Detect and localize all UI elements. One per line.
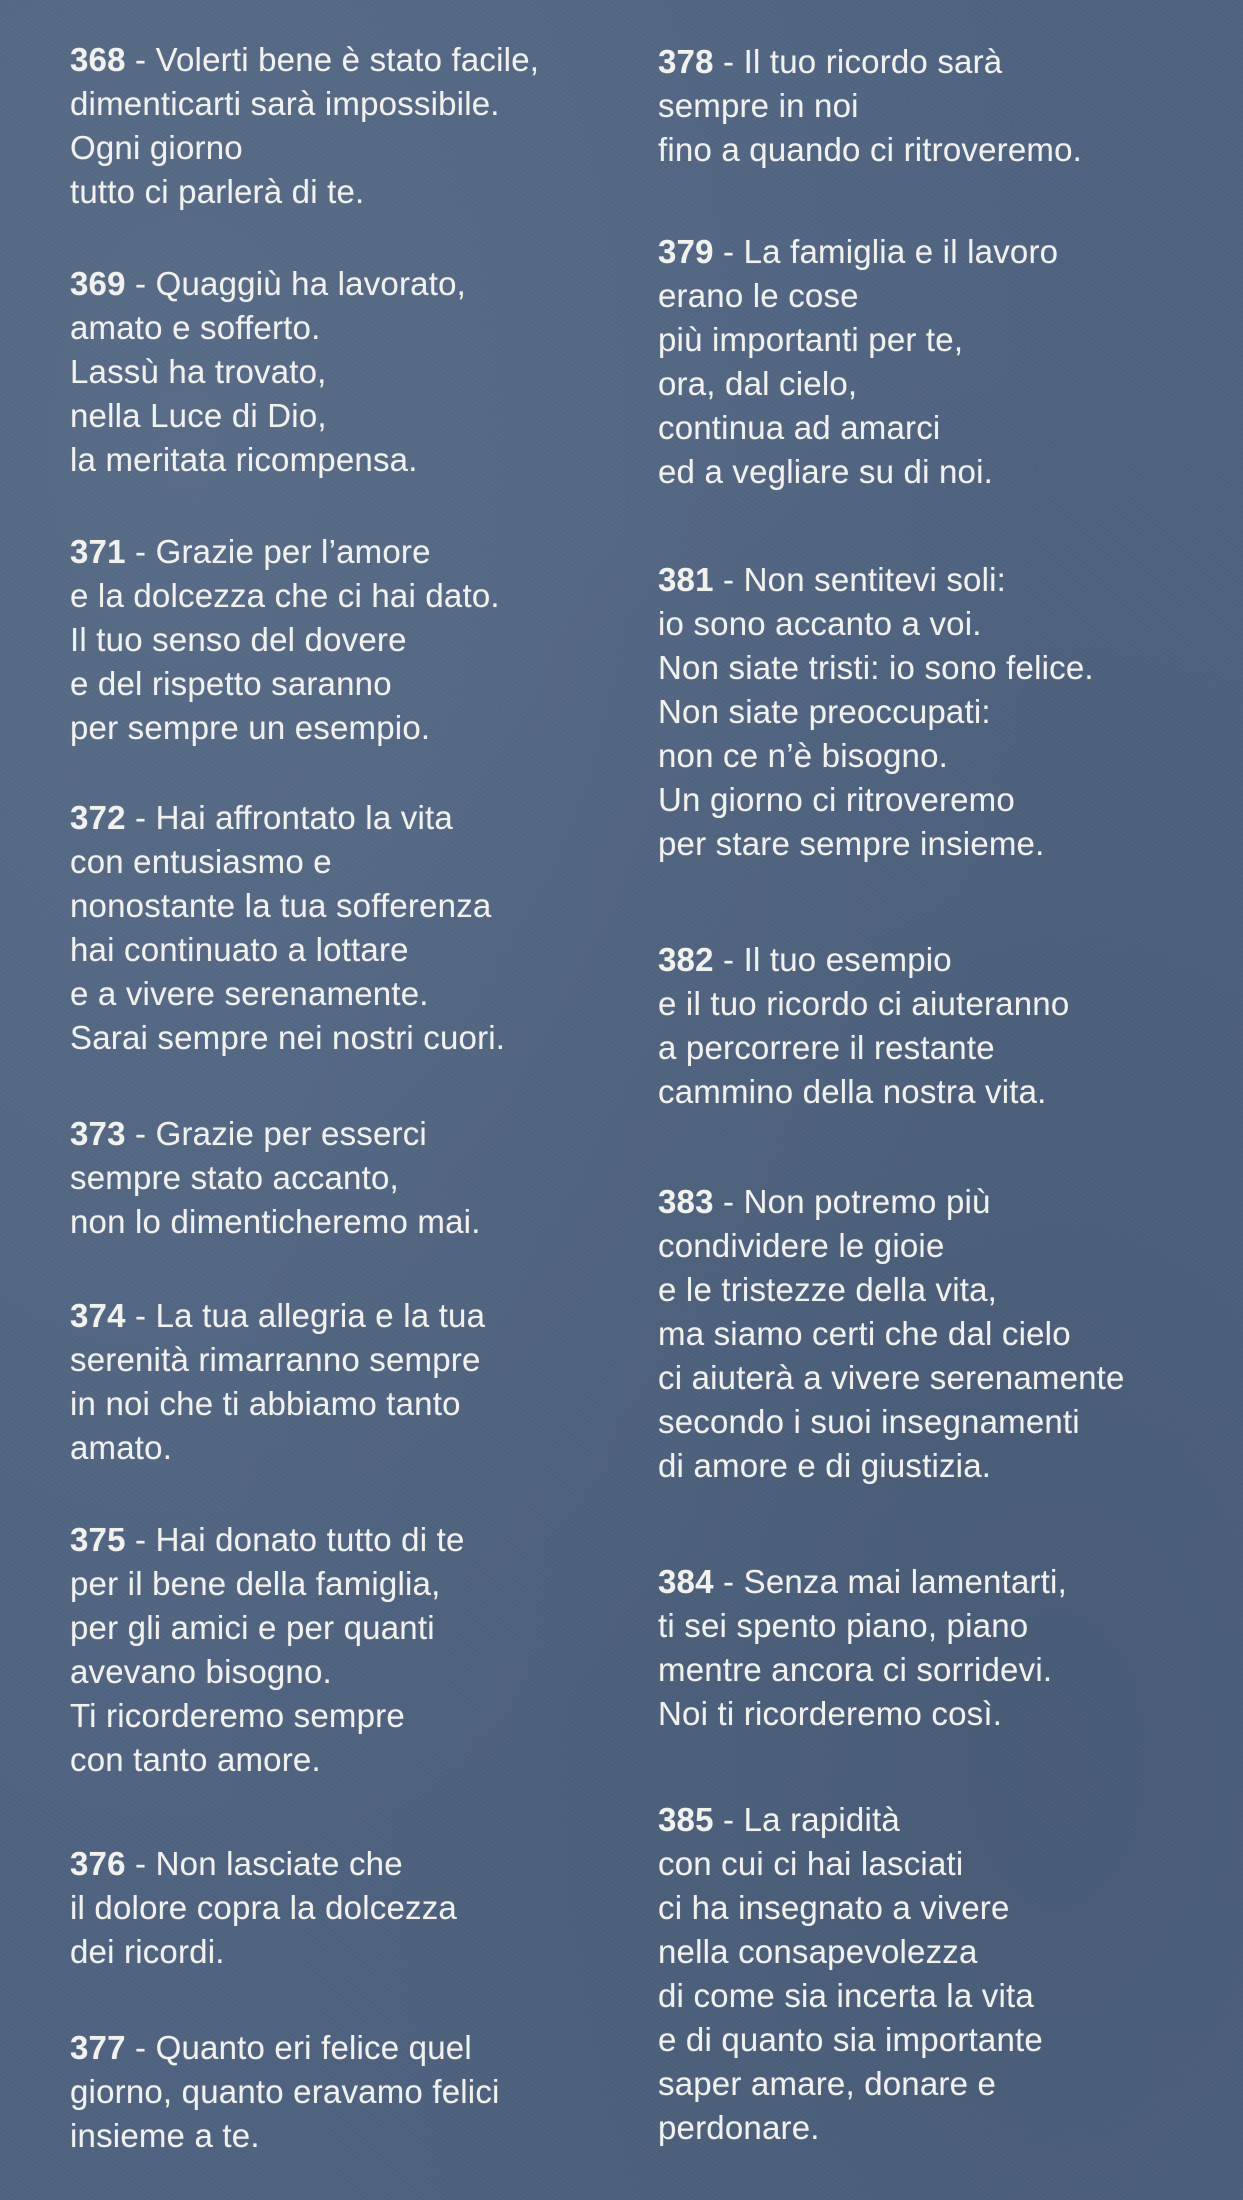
- verse-line: insieme a te.: [70, 2117, 260, 2154]
- verse-line: io sono accanto a voi.: [658, 605, 982, 642]
- verse-line-first: [658, 1560, 1238, 1604]
- verse-371: [70, 530, 650, 750]
- verse-line: non ce n’è bisogno.: [658, 737, 949, 774]
- verse-line: per stare sempre insieme.: [658, 825, 1045, 862]
- verse-line-text: La rapidità: [743, 1801, 900, 1838]
- verse-line: Non siate tristi: io sono felice.: [658, 649, 1094, 686]
- verse-number: 376: [70, 1845, 126, 1882]
- verse-line: Noi ti ricorderemo così.: [658, 1695, 1003, 1732]
- verse-number: 383: [658, 1183, 714, 1220]
- verse-line: ed a vegliare su di noi.: [658, 453, 994, 490]
- verse-separator: -: [125, 1845, 156, 1882]
- verse-number: 374: [70, 1297, 126, 1334]
- verse-separator: -: [713, 561, 744, 598]
- verse-line-first: [658, 938, 1238, 982]
- verse-separator: -: [713, 941, 744, 978]
- verse-separator: -: [713, 233, 744, 270]
- verse-number: 377: [70, 2029, 126, 2066]
- verse-line: per gli amici e per quanti: [70, 1609, 435, 1646]
- verse-378: [658, 40, 1238, 172]
- verse-number: 375: [70, 1521, 126, 1558]
- verse-separator: -: [125, 265, 156, 302]
- verse-line-text: Non lasciate che: [155, 1845, 403, 1882]
- verse-separator: -: [713, 1801, 744, 1838]
- verse-line-first: [70, 796, 650, 840]
- verse-line: sempre in noi: [658, 87, 859, 124]
- verse-line: perdonare.: [658, 2109, 820, 2146]
- verse-line-first: [658, 1798, 1238, 1842]
- verse-line-text: Quaggiù ha lavorato,: [155, 265, 466, 302]
- verse-line: Un giorno ci ritroveremo: [658, 781, 1015, 818]
- verse-line-first: [70, 1518, 650, 1562]
- verse-line: la meritata ricompensa.: [70, 441, 418, 478]
- verse-line: ora, dal cielo,: [658, 365, 858, 402]
- verse-separator: -: [125, 41, 156, 78]
- verse-number: 371: [70, 533, 126, 570]
- verse-376: [70, 1842, 650, 1974]
- verse-line-first: [658, 230, 1238, 274]
- verse-line: non lo dimenticheremo mai.: [70, 1203, 481, 1240]
- verse-separator: -: [125, 533, 156, 570]
- verse-line: con cui ci hai lasciati: [658, 1845, 964, 1882]
- verse-line: per il bene della famiglia,: [70, 1565, 441, 1602]
- verse-line: dei ricordi.: [70, 1933, 225, 1970]
- verse-separator: -: [125, 1115, 156, 1152]
- verse-separator: -: [713, 1183, 744, 1220]
- verse-line: Non siate preoccupati:: [658, 693, 991, 730]
- verse-line: e a vivere serenamente.: [70, 975, 429, 1012]
- verse-line-first: [658, 1180, 1238, 1224]
- verse-line: serenità rimarranno sempre: [70, 1341, 481, 1378]
- verse-line: giorno, quanto eravamo felici: [70, 2073, 500, 2110]
- verse-separator: -: [125, 1521, 156, 1558]
- verse-373: [70, 1112, 650, 1244]
- verse-line: erano le cose: [658, 277, 859, 314]
- verse-line-text: La famiglia e il lavoro: [743, 233, 1059, 270]
- verse-385: [658, 1798, 1238, 2150]
- verse-line: di amore e di giustizia.: [658, 1447, 992, 1484]
- verse-line: continua ad amarci: [658, 409, 941, 446]
- verse-line: nella consapevolezza: [658, 1933, 978, 1970]
- verse-line-first: [70, 262, 650, 306]
- verse-384: [658, 1560, 1238, 1736]
- verse-line: amato e sofferto.: [70, 309, 321, 346]
- verse-377: [70, 2026, 650, 2158]
- verse-line-text: Grazie per l’amore: [155, 533, 431, 570]
- verse-line-text: Senza mai lamentarti,: [743, 1563, 1067, 1600]
- verse-379: [658, 230, 1238, 494]
- verse-line-text: Non sentitevi soli:: [743, 561, 1007, 598]
- verse-line: ti sei spento piano, piano: [658, 1607, 1029, 1644]
- verse-line: e il tuo ricordo ci aiuteranno: [658, 985, 1070, 1022]
- verse-line: con entusiasmo e: [70, 843, 332, 880]
- verse-number: 385: [658, 1801, 714, 1838]
- verse-381: [658, 558, 1238, 866]
- verse-line: amato.: [70, 1429, 173, 1466]
- verse-line: nella Luce di Dio,: [70, 397, 327, 434]
- verse-line-text: Non potremo più: [743, 1183, 991, 1220]
- verse-line-first: [658, 40, 1238, 84]
- verse-number: 378: [658, 43, 714, 80]
- verse-line: per sempre un esempio.: [70, 709, 431, 746]
- verse-line: tutto ci parlerà di te.: [70, 173, 365, 210]
- verse-separator: -: [125, 2029, 156, 2066]
- verse-number: 369: [70, 265, 126, 302]
- verse-line: più importanti per te,: [658, 321, 964, 358]
- verse-line-text: Hai donato tutto di te: [155, 1521, 465, 1558]
- verse-number: 373: [70, 1115, 126, 1152]
- verse-line-first: [70, 38, 650, 82]
- verse-line: Lassù ha trovato,: [70, 353, 327, 390]
- verse-line: e le tristezze della vita,: [658, 1271, 998, 1308]
- verse-line: e del rispetto saranno: [70, 665, 392, 702]
- verse-line: cammino della nostra vita.: [658, 1073, 1047, 1110]
- verse-separator: -: [713, 43, 744, 80]
- verse-line: a percorrere il restante: [658, 1029, 995, 1066]
- verse-line-text: Il tuo ricordo sarà: [743, 43, 1003, 80]
- verse-line-first: [658, 558, 1238, 602]
- verse-372: [70, 796, 650, 1060]
- verse-line-first: [70, 1112, 650, 1156]
- verse-line-text: Volerti bene è stato facile,: [155, 41, 540, 78]
- verse-line-text: La tua allegria e la tua: [155, 1297, 486, 1334]
- verse-line: fino a quando ci ritroveremo.: [658, 131, 1083, 168]
- verse-line: nonostante la tua sofferenza: [70, 887, 492, 924]
- verse-line: mentre ancora ci sorridevi.: [658, 1651, 1053, 1688]
- verse-line-first: [70, 1294, 650, 1338]
- verse-line: Sarai sempre nei nostri cuori.: [70, 1019, 506, 1056]
- verse-number: 368: [70, 41, 126, 78]
- verse-line: ci aiuterà a vivere serenamente: [658, 1359, 1125, 1396]
- verse-line-text: Hai affrontato la vita: [155, 799, 453, 836]
- verse-line-first: [70, 1842, 650, 1886]
- verse-374: [70, 1294, 650, 1470]
- verse-line: e la dolcezza che ci hai dato.: [70, 577, 500, 614]
- verse-line: avevano bisogno.: [70, 1653, 332, 1690]
- verse-separator: -: [125, 1297, 156, 1334]
- verse-number: 382: [658, 941, 714, 978]
- verse-line: condividere le gioie: [658, 1227, 945, 1264]
- verse-383: [658, 1180, 1238, 1488]
- verse-line: il dolore copra la dolcezza: [70, 1889, 457, 1926]
- verse-line: ma siamo certi che dal cielo: [658, 1315, 1071, 1352]
- verse-separator: -: [713, 1563, 744, 1600]
- verse-number: 384: [658, 1563, 714, 1600]
- verse-line: con tanto amore.: [70, 1741, 321, 1778]
- verse-number: 381: [658, 561, 714, 598]
- right-column: [658, 0, 1238, 2200]
- verse-line: Ti ricorderemo sempre: [70, 1697, 405, 1734]
- verse-line: ci ha insegnato a vivere: [658, 1889, 1010, 1926]
- verse-382: [658, 938, 1238, 1114]
- verse-line-first: [70, 530, 650, 574]
- verse-line: Il tuo senso del dovere: [70, 621, 407, 658]
- verse-375: [70, 1518, 650, 1782]
- verse-line: Ogni giorno: [70, 129, 243, 166]
- verse-line: di come sia incerta la vita: [658, 1977, 1034, 2014]
- verse-line: secondo i suoi insegnamenti: [658, 1403, 1080, 1440]
- left-column: [70, 0, 650, 2200]
- verse-line-text: Grazie per esserci: [155, 1115, 427, 1152]
- verse-line: sempre stato accanto,: [70, 1159, 399, 1196]
- verse-line: in noi che ti abbiamo tanto: [70, 1385, 461, 1422]
- verse-369: [70, 262, 650, 482]
- verse-line-text: Il tuo esempio: [743, 941, 952, 978]
- verse-line-first: [70, 2026, 650, 2070]
- verse-line-text: Quanto eri felice quel: [155, 2029, 472, 2066]
- verse-separator: -: [125, 799, 156, 836]
- verse-number: 379: [658, 233, 714, 270]
- verse-line: saper amare, donare e: [658, 2065, 997, 2102]
- verse-number: 372: [70, 799, 126, 836]
- verse-line: e di quanto sia importante: [658, 2021, 1043, 2058]
- verse-line: dimenticarti sarà impossibile.: [70, 85, 500, 122]
- verse-line: hai continuato a lottare: [70, 931, 409, 968]
- verse-368: [70, 38, 650, 214]
